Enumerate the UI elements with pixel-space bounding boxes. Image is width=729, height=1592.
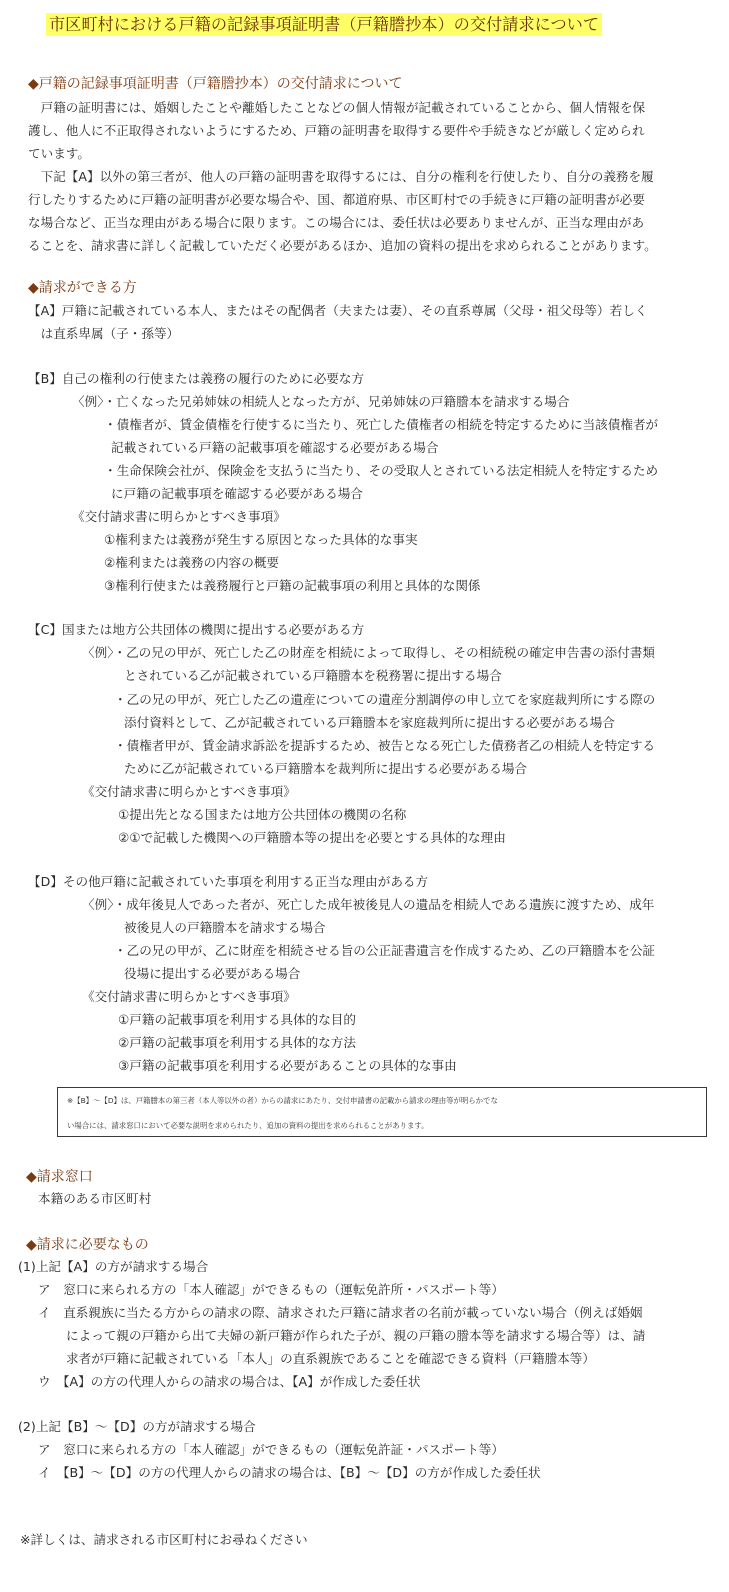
- intro-line: 戸籍の証明書には、婚姻したことや離婚したことなどの個人情報が記載されていることから、個人情報を保: [28, 100, 646, 115]
- intro-line: 下記【A】以外の第三者が、他人の戸籍の証明書を取得するには、自分の権利を行使したり、自分の義務を履: [28, 169, 654, 184]
- requirement-group-title: (2)上記【B】～【D】の方が請求する場合: [18, 1419, 256, 1434]
- requirement-item: によって親の戸籍から出て夫婦の新戸籍が作られた子が、親の戸籍の謄本等を請求する場合等）は、請: [66, 1328, 646, 1343]
- category-d-example: 役場に提出する必要がある場合: [124, 966, 301, 981]
- category-c-example: 〈例〉・乙の兄の甲が、死亡した乙の財産を相続によって取得し、その相続税の確定申告書の添付書類: [82, 645, 656, 660]
- requirement-item: ア 窓口に来られる方の「本人確認」ができるもの（運転免許証・パスポート等）: [38, 1442, 504, 1457]
- category-c-example: 添付資料として、乙が記載されている戸籍謄本を家庭裁判所に提出する必要がある場合: [124, 715, 615, 730]
- category-d-required-item: ①戸籍の記載事項を利用する具体的な目的: [118, 1012, 356, 1027]
- category-a-line: は直系卑属（子・孫等）: [28, 326, 180, 341]
- intro-line: な場合など、正当な理由がある場合に限ります。この場合には、委任状は必要ありませんが、正当な理由があ: [28, 215, 645, 230]
- requirement-item: 求者が戸籍に記載されている「本人」の直系親族であることを確認できる資料（戸籍謄本等）: [66, 1351, 595, 1366]
- category-d-example: ・乙の兄の甲が、乙に財産を相続させる旨の公正証書遺言を作成するため、乙の戸籍謄本を公証: [114, 943, 656, 958]
- section-heading-request: ◆戸籍の記録事項証明書（戸籍謄抄本）の交付請求について: [28, 76, 403, 92]
- category-c-title: 【C】国または地方公共団体の機関に提出する必要がある方: [28, 622, 365, 637]
- footer-note: ※詳しくは、請求される市区町村にお尋ねください: [20, 1532, 308, 1547]
- category-c-required-item: ②①で記載した機関への戸籍謄本等の提出を必要とする具体的な理由: [118, 830, 506, 845]
- requirement-item: ア 窓口に来られる方の「本人確認」ができるもの（運転免許所・パスポート等）: [38, 1282, 504, 1297]
- category-d-required-heading: 《交付請求書に明らかとすべき事項》: [82, 989, 296, 1004]
- category-b-example: ・債権者が、賃金債権を行使するに当たり、死亡した債権者の相続を特定するために当該債権者が: [104, 417, 659, 432]
- category-b-title: 【B】自己の権利の行使または義務の履行のために必要な方: [28, 371, 365, 386]
- category-d-example: 〈例〉・成年後見人であった者が、死亡した成年被後見人の遺品を相続人である遺族に渡すため、成年: [82, 897, 655, 912]
- note-line: ※【B】～【D】は、戸籍謄本の第三者（本人等以外の者）からの請求にあたり、交付申請書の記載から請求の理由等が明らかでな: [67, 1096, 498, 1105]
- category-c-required-heading: 《交付請求書に明らかとすべき事項》: [82, 784, 296, 799]
- page-title: 市区町村における戸籍の記録事項証明書（戸籍謄抄本）の交付請求について: [46, 13, 602, 36]
- requirement-group-title: (1)上記【A】の方が請求する場合: [18, 1259, 209, 1274]
- intro-line: ることを、請求書に詳しく記載していただく必要があるほか、追加の資料の提出を求められることがあります。: [28, 238, 657, 253]
- category-c-required-item: ①提出先となる国または地方公共団体の機関の名称: [118, 807, 407, 822]
- category-d-required-item: ③戸籍の記載事項を利用する必要があることの具体的な事由: [118, 1058, 457, 1073]
- requirement-item: イ 直系親族に当たる方からの請求の際、請求された戸籍に請求者の名前が載っていない場合（例えば婚姻: [38, 1305, 643, 1320]
- intro-line: 行したりするために戸籍の証明書が必要な場合や、国、都道府県、市区町村での手続きに戸籍の証明書が必要: [28, 192, 645, 207]
- category-c-example: ・乙の兄の甲が、死亡した乙の遺産についての遺産分割調停の申し立てを家庭裁判所にする際の: [114, 692, 656, 707]
- category-c-example: とされている乙が記載されている戸籍謄本を税務署に提出する場合: [124, 668, 502, 683]
- requirement-item: ウ 【A】の方の代理人からの請求の場合は、【A】が作成した委任状: [38, 1374, 421, 1389]
- category-b-example: 記載されている戸籍の記載事項を確認する必要がある場合: [111, 440, 439, 455]
- intro-line: ています。: [28, 146, 90, 161]
- category-b-required-item: ①権利または義務が発生する原因となった具体的な事実: [104, 532, 418, 547]
- category-d-required-item: ②戸籍の記載事項を利用する具体的な方法: [118, 1035, 356, 1050]
- category-c-example: ・債権者甲が、賃金請求訴訟を提訴するため、被告となる死亡した債務者乙の相続人を特定する: [114, 738, 656, 753]
- category-b-example: に戸籍の記載事項を確認する必要がある場合: [111, 486, 363, 501]
- counter-text: 本籍のある市区町村: [38, 1191, 152, 1206]
- third-party-note-box: [57, 1087, 707, 1137]
- category-b-required-item: ③権利行使または義務履行と戸籍の記載事項の利用と具体的な関係: [104, 578, 481, 593]
- category-c-example: ために乙が記載されている戸籍謄本を裁判所に提出する必要がある場合: [124, 761, 527, 776]
- note-line: い場合には、請求窓口において必要な説明を求められたり、追加の資料の提出を求められることがあります。: [67, 1121, 429, 1130]
- section-heading-requirements: ◆請求に必要なもの: [26, 1237, 149, 1253]
- category-b-example: 〈例〉・亡くなった兄弟姉妹の相続人となった方が、兄弟姉妹の戸籍謄本を請求する場合: [72, 394, 570, 409]
- category-d-example: 被後見人の戸籍謄本を請求する場合: [124, 920, 326, 935]
- category-b-required-heading: 《交付請求書に明らかとすべき事項》: [72, 509, 286, 524]
- section-heading-counter: ◆請求窓口: [26, 1169, 93, 1185]
- category-b-example: ・生命保険会社が、保険金を支払うに当たり、その受取人とされている法定相続人を特定するため: [104, 463, 659, 478]
- category-d-title: 【D】その他戸籍に記載されていた事項を利用する正当な理由がある方: [28, 874, 429, 889]
- category-b-required-item: ②権利または義務の内容の概要: [104, 555, 280, 570]
- section-heading-eligible: ◆請求ができる方: [28, 280, 137, 296]
- category-a-line: 【A】戸籍に記載されている本人、またはその配偶者（夫または妻）、その直系尊属（父母・祖父母等）若しく: [28, 303, 648, 318]
- intro-line: 護し、他人に不正取得されないようにするため、戸籍の証明書を取得する要件や手続きなどが厳しく定められ: [28, 123, 645, 138]
- requirement-item: イ 【B】～【D】の方の代理人からの請求の場合は、【B】～【D】の方が作成した委任状: [38, 1465, 541, 1480]
